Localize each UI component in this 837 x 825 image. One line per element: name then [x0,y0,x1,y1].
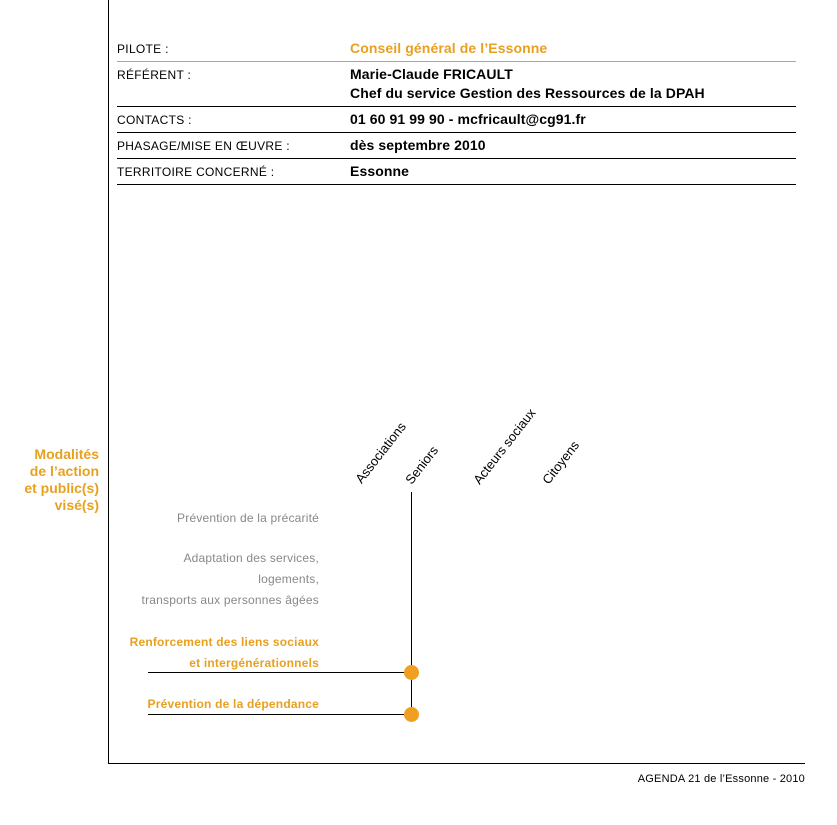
matrix-title-line: de l’action [29,463,99,479]
info-row-referent [117,62,796,107]
referent-name: Marie-Claude FRICAULT [350,66,513,82]
row-label-renforcement-liens [130,632,319,674]
row-label-line: Prévention de la dépendance [147,697,319,711]
row-label-prevention-dependance [148,694,319,715]
phasage-label: PHASAGE/MISE EN ŒUVRE : [117,139,290,153]
matrix-title-line: visé(s) [54,497,99,513]
row-label-line: et intergénérationnels [189,656,319,670]
row-label-line: Adaptation des services, [183,551,319,565]
row-label-line: transports aux personnes âgées [141,593,319,607]
matrix-title-line: et public(s) [24,480,99,496]
row-label-line: Renforcement des liens sociaux [129,635,319,649]
referent-value [350,62,705,106]
row-line-prevention-dependance [148,714,412,715]
info-row-territoire [117,159,796,185]
marker-dot [404,665,419,680]
info-row-contacts [117,107,796,133]
info-row-pilote [117,36,796,62]
contacts-value: 01 60 91 99 90 - mcfricault@cg91.fr [350,111,586,127]
territoire-value: Essonne [350,163,410,179]
frame-left-border [108,0,109,764]
frame-bottom-border [108,763,805,764]
pilote-value: Conseil général de l’Essonne [350,40,548,56]
column-header-seniors: Seniors [402,443,442,487]
row-label-line: logements, [258,572,319,586]
referent-label: RÉFÉRENT : [117,68,192,82]
column-header-citoyens: Citoyens [539,437,583,487]
matrix-title [24,446,99,514]
row-label-adaptation-services [142,548,319,611]
info-row-phasage [117,133,796,159]
row-label-line: Prévention de la précarité [177,511,319,525]
info-table [117,36,796,185]
column-header-acteurs-sociaux: Acteurs sociaux [470,405,539,487]
territoire-label: TERRITOIRE CONCERNÉ : [117,165,275,179]
pilote-label: PILOTE : [117,42,169,56]
contacts-label: CONTACTS : [117,113,192,127]
row-line-renforcement-liens [148,672,412,673]
matrix-title-line: Modalités [34,446,99,462]
page-footer: AGENDA 21 de l’Essonne - 2010 [637,773,805,785]
phasage-value: dès septembre 2010 [350,137,486,153]
row-label-prevention-precarite [177,508,319,529]
column-header-associations: Associations [352,419,409,486]
marker-dot [404,707,419,722]
seniors-column-line [411,492,412,714]
referent-role: Chef du service Gestion des Ressources de la DPAH [350,85,705,101]
